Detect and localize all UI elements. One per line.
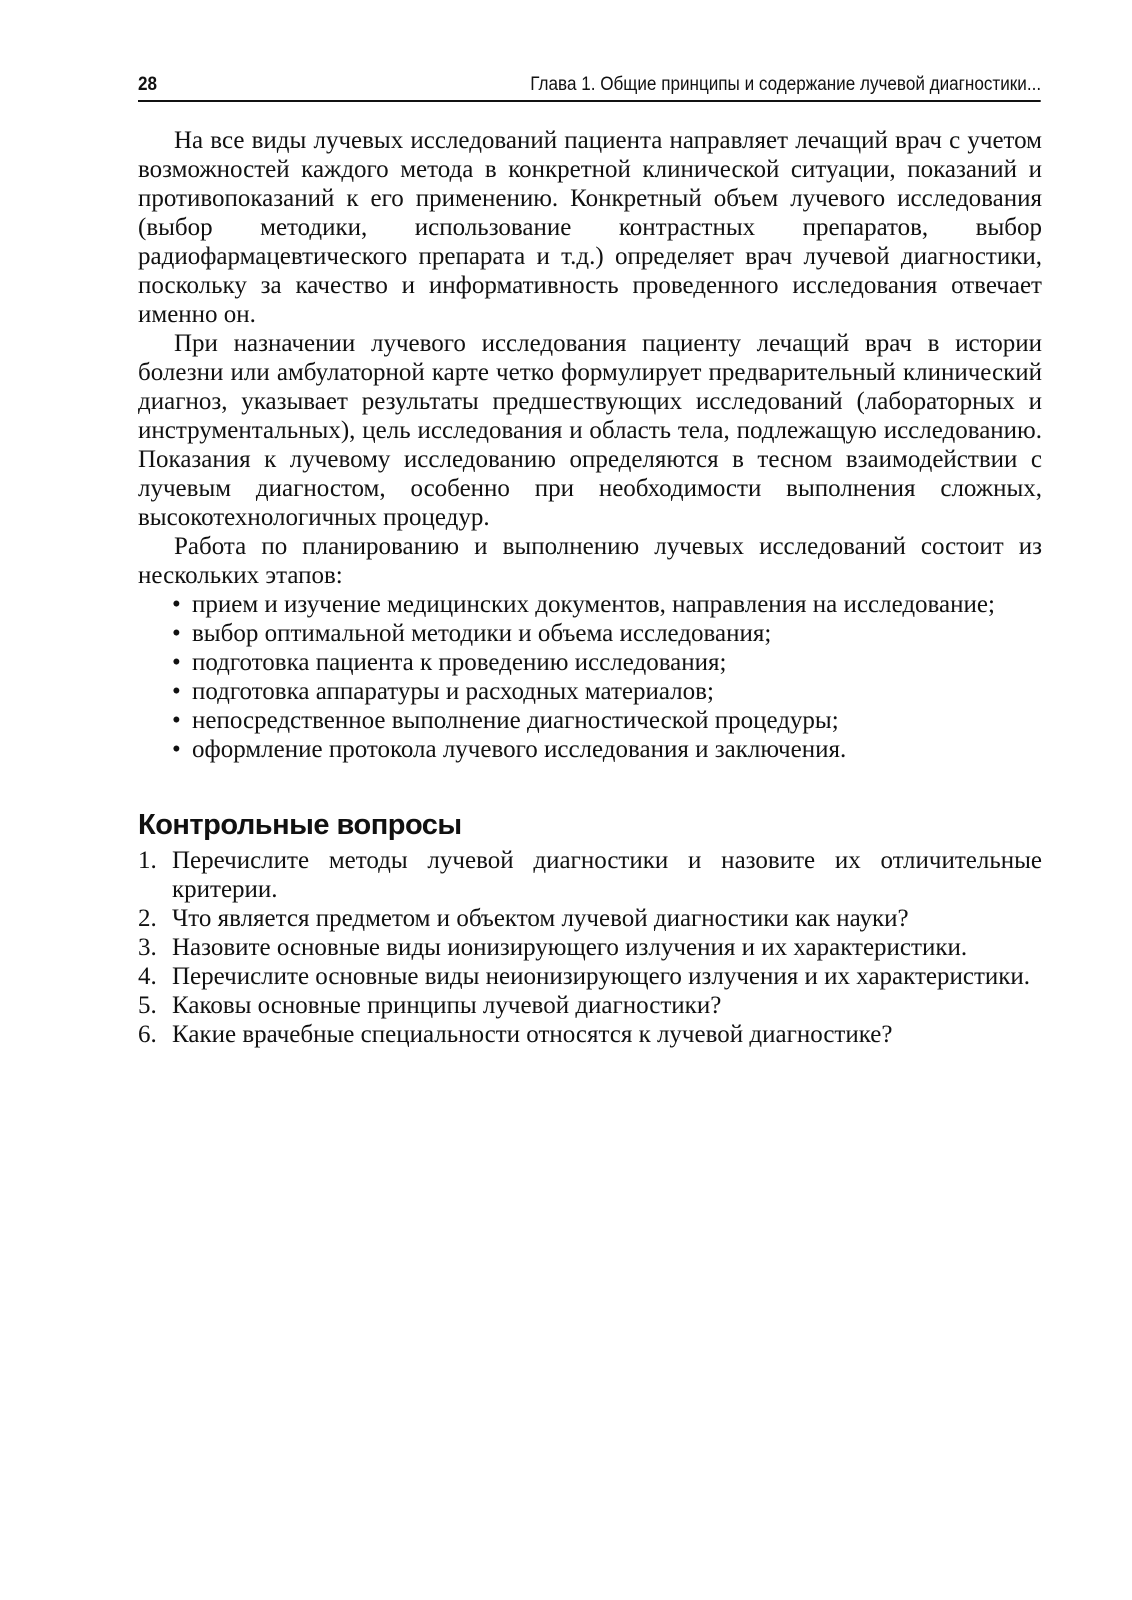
question-number: 1. [138,847,157,874]
list-item-text: подготовка пациента к проведению исследования; [192,649,727,676]
question-item [138,991,1042,1020]
question-number: 6. [138,1021,157,1048]
list-item-text: оформление протокола лучевого исследования и заключения. [192,736,847,763]
bullet: • [172,678,181,705]
book-page [138,74,1042,1049]
list-item-text: подготовка аппаратуры и расходных материалов; [192,678,714,705]
question-item [138,846,1042,904]
questions-list [138,846,1042,1049]
bullet: • [172,620,181,647]
bullet: • [172,736,181,763]
question-number: 2. [138,905,157,932]
question-number: 4. [138,963,157,990]
question-text: Каковы основные принципы лучевой диагностики? [172,992,722,1019]
page-number: 28 [138,74,158,95]
bullet: • [172,707,181,734]
question-text: Что является предметом и объектом лучевой диагностики как науки? [172,905,909,932]
list-item-text: непосредственное выполнение диагностической процедуры; [192,707,839,734]
question-item [138,1020,1042,1049]
list-item-text: выбор оптимальной методики и объема исследования; [192,620,772,647]
list-item [138,648,1042,677]
question-item [138,933,1042,962]
paragraph-prescription: При назначении лучевого исследования пациенту лечащий врач в истории болезни или амбулаторной карте четко формулирует предварительный клинический диагноз, указывает результаты предшествующих исследований (лабораторных и инструментальных), цель исследования и область тела, подлежащую исследованию. Показания к лучевому исследованию определяются в тесном взаимодействии с лучевым диагностом, особенно при необходимости выполнения сложных, высокотехнологичных процедур. [138,330,1042,531]
question-text: Назовите основные виды ионизирующего излучения и их характеристики. [172,934,968,961]
list-item [138,590,1042,619]
list-item [138,677,1042,706]
section-heading: Контрольные вопросы [138,809,462,841]
question-number: 3. [138,934,157,961]
running-head [138,74,1041,102]
stage-list [138,590,1042,764]
question-item [138,904,1042,933]
question-text: Перечислите методы лучевой диагностики и назовите их отличительные критерии. [172,847,1042,903]
paragraph-referral: На все виды лучевых исследований пациента направляет лечащий врач с учетом возможностей каждого метода в конкретной клинической ситуации, показаний и противопоказаний к его применению. Конкретный объем лучевого исследования (выбор методики, использование контрастных препаратов, выбор радиофармацевтического препарата и т.д.) определяет врач лучевой диагностики, поскольку за качество и информативность проведенного исследования отвечает именно он. [138,127,1042,328]
paragraph-stages-intro: Работа по планированию и выполнению лучевых исследований состоит из нескольких этапов: [138,533,1042,589]
question-text: Перечислите основные виды неионизирующего излучения и их характеристики. [172,963,1031,990]
list-item [138,706,1042,735]
body-text [138,126,1042,764]
list-item [138,619,1042,648]
chapter-title: Глава 1. Общие принципы и содержание лучевой диагностики... [530,74,1042,95]
question-number: 5. [138,992,157,1019]
bullet: • [172,591,181,618]
bullet: • [172,649,181,676]
question-text: Какие врачебные специальности относятся к лучевой диагностике? [172,1021,893,1048]
list-item-text: прием и изучение медицинских документов, направления на исследование; [192,591,995,618]
list-item [138,735,1042,764]
question-item [138,962,1042,991]
